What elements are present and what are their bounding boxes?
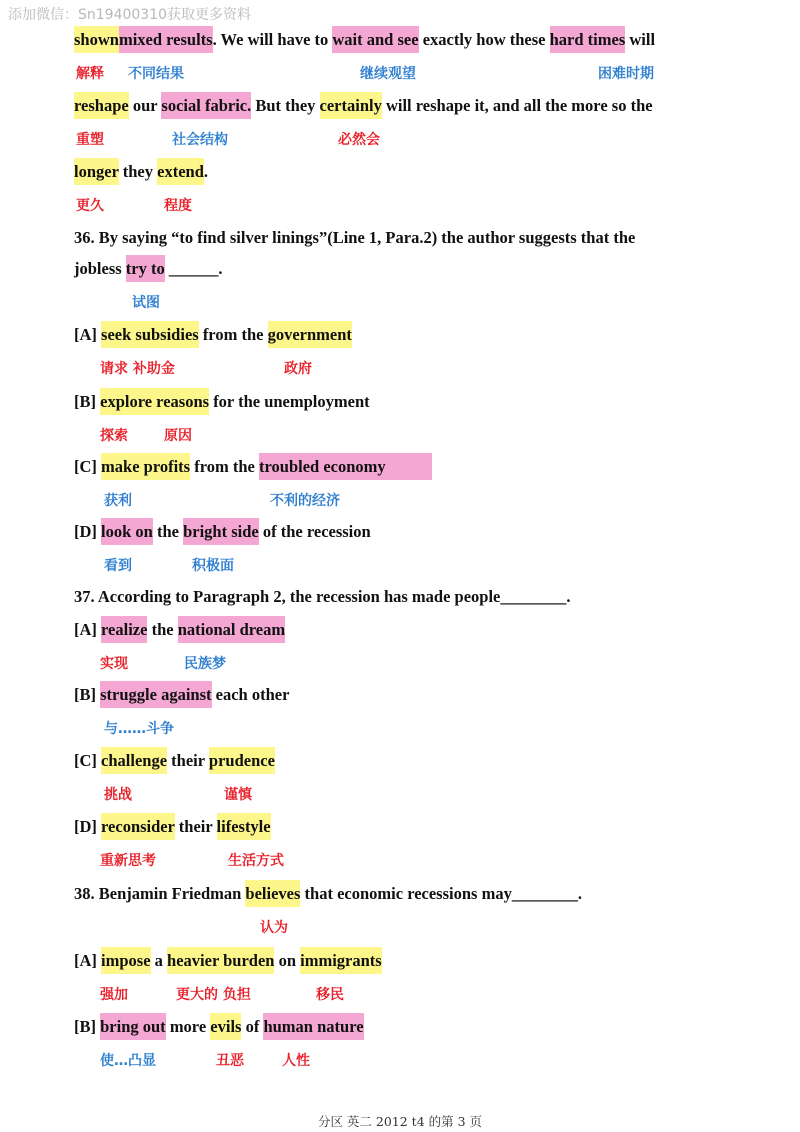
text: the [152, 522, 184, 541]
highlight: bright side [183, 518, 259, 545]
option-label: [B] [74, 1017, 101, 1036]
text: But they [251, 96, 320, 115]
annotation: 积极面 [192, 558, 234, 574]
question-37-stem: 37. According to Paragraph 2, the recession has made people________. [74, 587, 571, 606]
annotation: 移民 [316, 987, 344, 1003]
annotation: 使…凸显 [100, 1053, 156, 1069]
highlight-certainly: certainly [320, 92, 382, 119]
annotation: 重塑 [76, 132, 104, 148]
text: a [150, 951, 168, 970]
annotation: 生活方式 [228, 853, 284, 869]
passage-line-3 [74, 160, 760, 184]
highlight-reshape: reshape [74, 92, 129, 119]
annotation: 谨慎 [224, 787, 252, 803]
highlight-hard-times: hard times [550, 26, 626, 53]
highlight: evils [210, 1013, 241, 1040]
annotation: 丑恶 [216, 1053, 244, 1069]
annotation: 继续观望 [360, 66, 416, 82]
highlight: struggle against [100, 681, 211, 708]
annotation: 不利的经济 [270, 493, 340, 509]
question-37-option-b [74, 683, 760, 707]
option-label: [B] [74, 392, 101, 411]
highlight: make profits [101, 453, 190, 480]
question-36-option-b [74, 390, 760, 414]
highlight-shown: shown [74, 26, 119, 53]
text: ______. [164, 259, 223, 278]
question-36-option-d [74, 520, 760, 544]
annotation: 看到 [104, 558, 132, 574]
question-36-stem-line-2 [74, 257, 760, 281]
text: of [241, 1017, 264, 1036]
highlight-social-fabric: social fabric. [161, 92, 251, 119]
annotation: 更大的 负担 [176, 987, 251, 1003]
highlight: explore reasons [100, 388, 209, 415]
question-37-option-c [74, 749, 760, 773]
text: our [128, 96, 162, 115]
annotation: 强加 [100, 987, 128, 1003]
annotation: 不同结果 [128, 66, 184, 82]
passage-line-2 [74, 94, 760, 118]
annotation: 请求 补助金 [100, 361, 175, 377]
question-36-stem: 36. By saying “to find silver linings”(Line 1, Para.2) the author suggests that the [74, 228, 636, 247]
text: of the recession [258, 522, 371, 541]
text: . We will have to [212, 30, 333, 49]
question-38-option-b [74, 1015, 760, 1039]
text: for the unemployment [209, 392, 370, 411]
highlight: reconsider [101, 813, 175, 840]
highlight: challenge [101, 747, 167, 774]
text: that economic recessions may________. [300, 884, 582, 903]
text: . [203, 162, 208, 181]
text: exactly how these [418, 30, 550, 49]
highlight: national dream [178, 616, 285, 643]
text: they [118, 162, 158, 181]
annotation: 社会结构 [172, 132, 228, 148]
question-36-option-c [74, 455, 760, 479]
option-label: [D] [74, 522, 102, 541]
highlight: bring out [100, 1013, 166, 1040]
question-36-option-a [74, 323, 760, 347]
question-38-option-a [74, 949, 760, 973]
question-37-option-a [74, 618, 760, 642]
annotation: 民族梦 [184, 656, 226, 672]
text: each other [211, 685, 290, 704]
annotation: 获利 [104, 493, 132, 509]
annotation: 探索 [100, 428, 128, 444]
option-label: [B] [74, 685, 101, 704]
highlight: immigrants [300, 947, 382, 974]
highlight-wait-and-see: wait and see [332, 26, 418, 53]
highlight: human nature [263, 1013, 363, 1040]
annotation: 认为 [260, 920, 288, 936]
highlight-longer: longer [74, 158, 119, 185]
text: more [165, 1017, 211, 1036]
highlight: realize [101, 616, 147, 643]
annotation: 必然会 [338, 132, 380, 148]
annotation: 原因 [164, 428, 192, 444]
page-footer: 分区 英二 2012 t4 的第 3 页 [317, 1114, 483, 1129]
highlight-extend: extend [157, 158, 204, 185]
annotation: 政府 [284, 361, 312, 377]
highlight: government [268, 321, 352, 348]
annotation: 实现 [100, 656, 128, 672]
question-38-stem [74, 882, 760, 906]
highlight: lifestyle [217, 813, 271, 840]
text: from the [198, 325, 268, 344]
option-label: [A] [74, 325, 102, 344]
highlight: heavier burden [167, 947, 274, 974]
highlight: seek subsidies [101, 321, 199, 348]
watermark-text: 添加微信：Sn19400310获取更多资料 [8, 7, 252, 23]
text: their [167, 751, 209, 770]
annotation: 解释 [76, 66, 104, 82]
text: from the [190, 457, 259, 476]
option-label: [C] [74, 751, 102, 770]
text: will [625, 30, 656, 49]
highlight: prudence [209, 747, 275, 774]
text: jobless [74, 259, 126, 278]
highlight-mixed-results: mixed results [119, 26, 213, 53]
text: on [274, 951, 301, 970]
highlight: impose [101, 947, 151, 974]
highlight-try-to: try to [126, 255, 165, 282]
text: 38. Benjamin Friedman [74, 884, 246, 903]
annotation: 重新思考 [100, 853, 156, 869]
passage-line-1 [74, 28, 760, 52]
highlight-believes: believes [245, 880, 300, 907]
annotation: 试图 [132, 295, 160, 311]
annotation: 更久 [76, 198, 104, 214]
highlight: troubled economy [259, 453, 432, 480]
annotation: 与……斗争 [104, 721, 174, 737]
option-label: [A] [74, 951, 102, 970]
annotation: 困难时期 [598, 66, 654, 82]
annotation: 人性 [282, 1053, 310, 1069]
annotation: 挑战 [104, 787, 132, 803]
text: will reshape it, and all the more so the [381, 96, 653, 115]
option-label: [D] [74, 817, 102, 836]
annotation: 程度 [164, 198, 192, 214]
option-label: [A] [74, 620, 102, 639]
text: the [147, 620, 178, 639]
highlight: look on [101, 518, 153, 545]
question-37-option-d [74, 815, 760, 839]
option-label: [C] [74, 457, 102, 476]
text: their [174, 817, 217, 836]
